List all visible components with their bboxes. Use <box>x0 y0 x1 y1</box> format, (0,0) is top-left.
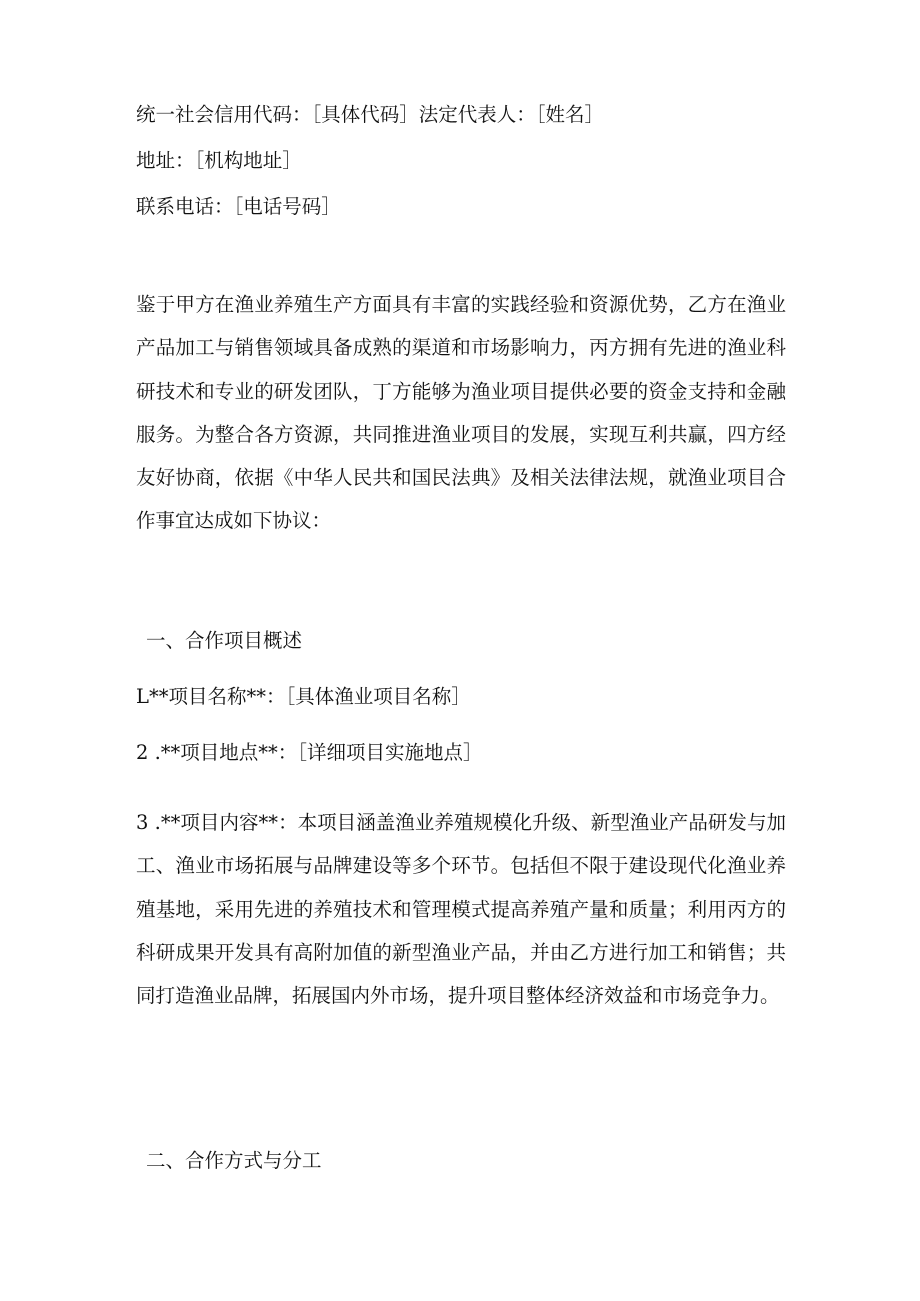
credit-code-line: 统一社会信用代码：［具体代码］法定代表人：［姓名］ <box>136 103 605 126</box>
project-content-item: 3 .**项目内容**：本项目涵盖渔业养殖规模化升级、新型渔业产品研发与加工、渔业市场拓展与品牌建设等多个环节。包括但不限于建设现代化渔业养殖基地，采用先进的养殖技术和管理模式提高养殖产量和质量；利用丙方的科研成果开发具有高附加值的新型渔业产品，并由乙方进行加工和销售；共同打造渔业品牌，拓展国内外市场，提升项目整体经济效益和市场竞争力。 <box>136 811 786 1008</box>
project-location-item: 2 .**项目地点**：［详细项目实施地点］ <box>136 741 483 764</box>
section-1-heading: 一、合作项目概述 <box>146 629 303 652</box>
phone-line: 联系电话：［电话号码］ <box>136 195 341 218</box>
address-line: 地址：［机构地址］ <box>136 149 302 172</box>
preamble-paragraph: 鉴于甲方在渔业养殖生产方面具有丰富的实践经验和资源优势，乙方在渔业产品加工与销售领域具备成熟的渠道和市场影响力，丙方拥有先进的渔业科研技术和专业的研发团队，丁方能够为渔业项目提供必要的资金支持和金融服务。为整合各方资源，共同推进渔业项目的发展，实现互利共赢，四方经友好协商，依据《中华人民共和国民法典》及相关法律法规，就渔业项目合作事宜达成如下协议： <box>136 293 786 533</box>
section-2-heading: 二、合作方式与分工 <box>146 1149 322 1172</box>
project-name-item: L**项目名称**：［具体渔业项目名称］ <box>136 685 471 708</box>
